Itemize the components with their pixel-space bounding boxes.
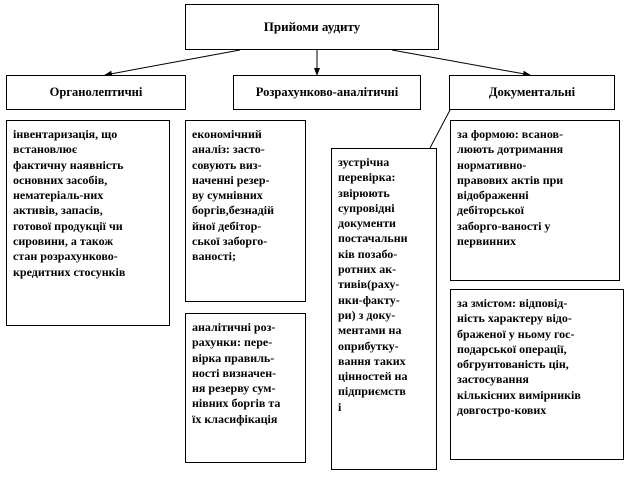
category-organoleptic [6, 75, 186, 110]
diagram-title-box [185, 4, 439, 50]
by-content-box: за змістом: відповід- ність характеру відо- браженої у ньому гос- подарської операції, обгрунтованість цін, застосування кількісних вимірників довгостро-кових [450, 289, 624, 460]
counter-check-box: зустрічна перевірка: звірюють супровідні документи постачальни ків позабо- ротних ак- тивів(раху- нки-факту- ри) з доку- ментами на оприбутку- вання таких цінностей на підприємств і [331, 148, 437, 470]
analytical-calc-box: аналітичні роз- рахунки: пере- вірка правиль- ності визначен- ня резерву сум- нівних боргів та їх класифікація [185, 313, 306, 463]
diagram-title: Прийоми аудиту [263, 19, 361, 34]
category-analytical [233, 75, 421, 110]
arrow-to-organoleptic [105, 50, 240, 75]
arrow-to-documentary [392, 50, 530, 75]
category-documentary-label: Документальні [488, 85, 576, 99]
category-organoleptic-label: Органолептичні [49, 85, 143, 99]
category-analytical-label: Розрахунково-аналітичні [255, 85, 399, 99]
inventory-box: інвентаризація, що встановлює фактичну наявність основних засобів, нематеріаль-них активів, запасів, готової продукції чи сировини, а також стан розрахунково- кредитних стосунків [6, 120, 170, 326]
economic-analysis-box: економічний аналіз: засто- совують виз- наченні резер- ву сумнівних боргів,безнадій йної дебітор- ської заборго- ваності; [185, 120, 306, 302]
by-form-box: за формою: всанов- люють дотримання нормативно- правових актів при відображенні дебіторської заборго-ваності у первинних [450, 120, 620, 281]
category-documentary [449, 75, 615, 110]
connector-documentary-to-counter-check [430, 110, 450, 148]
